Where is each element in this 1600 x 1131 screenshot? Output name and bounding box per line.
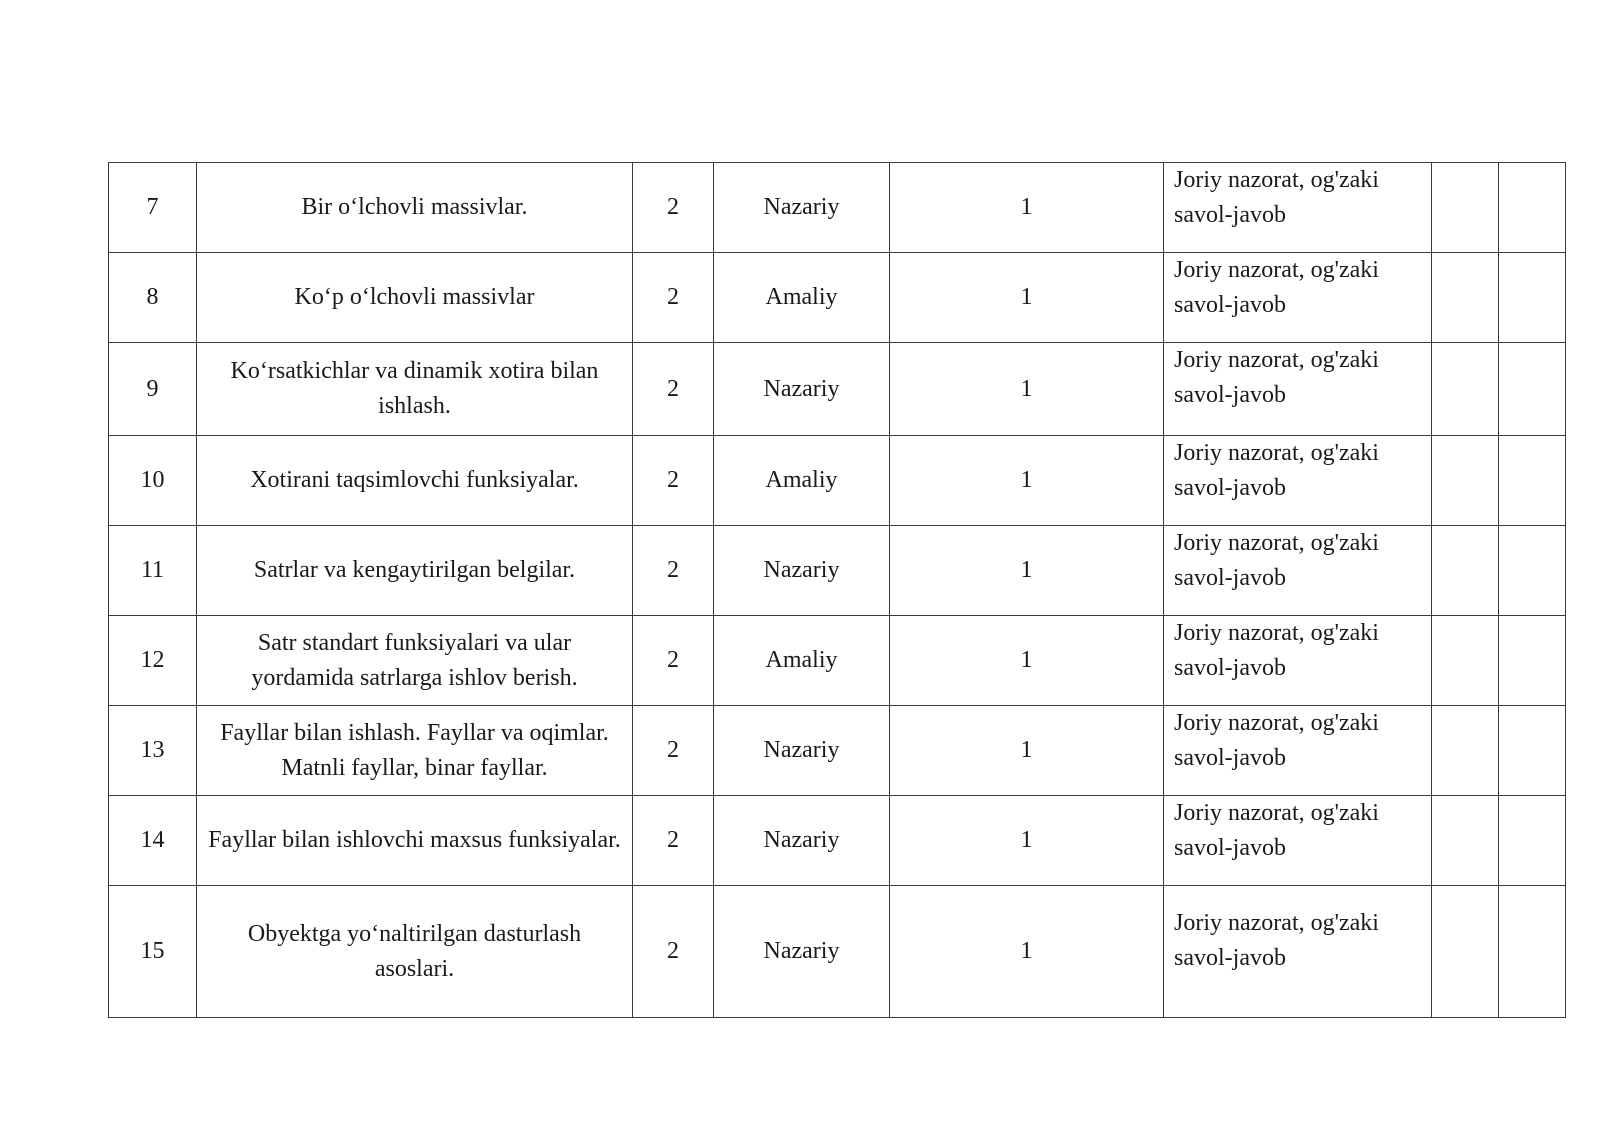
topic-cell: Xotirani taqsimlovchi funksiyalar.: [197, 436, 633, 526]
empty-cell: [1499, 436, 1566, 526]
hours-cell: 2: [633, 436, 714, 526]
topic-cell: Ko‘p o‘lchovli massivlar: [197, 253, 633, 343]
empty-cell: [1432, 616, 1499, 706]
lesson-type-cell: Nazariy: [714, 163, 890, 253]
hours-cell: 2: [633, 163, 714, 253]
empty-cell: [1499, 163, 1566, 253]
empty-cell: [1499, 253, 1566, 343]
assessment-cell: Joriy nazorat, og'zaki savol-javob: [1164, 886, 1432, 1018]
topic-cell: Bir o‘lchovli massivlar.: [197, 163, 633, 253]
count-cell: 1: [890, 436, 1164, 526]
hours-cell: 2: [633, 253, 714, 343]
table-row: [109, 343, 1566, 436]
count-cell: 1: [890, 886, 1164, 1018]
empty-cell: [1432, 706, 1499, 796]
empty-cell: [1432, 163, 1499, 253]
table-row: [109, 526, 1566, 616]
row-number-cell: 9: [109, 343, 197, 436]
count-cell: 1: [890, 796, 1164, 886]
lesson-type-cell: Amaliy: [714, 253, 890, 343]
lesson-type-cell: Amaliy: [714, 436, 890, 526]
empty-cell: [1432, 796, 1499, 886]
row-number-cell: 8: [109, 253, 197, 343]
empty-cell: [1499, 886, 1566, 1018]
table-row: [109, 436, 1566, 526]
topic-cell: Ko‘rsatkichlar va dinamik xotira bilan ishlash.: [197, 343, 633, 436]
row-number-cell: 14: [109, 796, 197, 886]
hours-cell: 2: [633, 886, 714, 1018]
empty-cell: [1499, 343, 1566, 436]
hours-cell: 2: [633, 706, 714, 796]
table-row: [109, 706, 1566, 796]
row-number-cell: 13: [109, 706, 197, 796]
table-row: [109, 616, 1566, 706]
lesson-type-cell: Nazariy: [714, 343, 890, 436]
empty-cell: [1499, 706, 1566, 796]
empty-cell: [1432, 436, 1499, 526]
lesson-plan-table: [108, 162, 1566, 1018]
row-number-cell: 15: [109, 886, 197, 1018]
topic-cell: Satrlar va kengaytirilgan belgilar.: [197, 526, 633, 616]
assessment-cell: Joriy nazorat, og'zaki savol-javob: [1164, 343, 1432, 436]
lesson-type-cell: Nazariy: [714, 886, 890, 1018]
lesson-type-cell: Nazariy: [714, 796, 890, 886]
table-row: [109, 886, 1566, 1018]
lesson-type-cell: Amaliy: [714, 616, 890, 706]
assessment-cell: Joriy nazorat, og'zaki savol-javob: [1164, 163, 1432, 253]
assessment-cell: Joriy nazorat, og'zaki savol-javob: [1164, 526, 1432, 616]
topic-cell: Obyektga yo‘naltirilgan dasturlash asoslari.: [197, 886, 633, 1018]
lesson-type-cell: Nazariy: [714, 526, 890, 616]
empty-cell: [1432, 253, 1499, 343]
empty-cell: [1432, 343, 1499, 436]
count-cell: 1: [890, 616, 1164, 706]
empty-cell: [1499, 526, 1566, 616]
table-row: [109, 253, 1566, 343]
count-cell: 1: [890, 163, 1164, 253]
empty-cell: [1432, 886, 1499, 1018]
count-cell: 1: [890, 343, 1164, 436]
lesson-type-cell: Nazariy: [714, 706, 890, 796]
empty-cell: [1499, 796, 1566, 886]
count-cell: 1: [890, 526, 1164, 616]
row-number-cell: 11: [109, 526, 197, 616]
table-row: [109, 796, 1566, 886]
row-number-cell: 12: [109, 616, 197, 706]
assessment-cell: Joriy nazorat, og'zaki savol-javob: [1164, 253, 1432, 343]
assessment-cell: Joriy nazorat, og'zaki savol-javob: [1164, 706, 1432, 796]
assessment-cell: Joriy nazorat, og'zaki savol-javob: [1164, 616, 1432, 706]
empty-cell: [1499, 616, 1566, 706]
topic-cell: Fayllar bilan ishlovchi maxsus funksiyalar.: [197, 796, 633, 886]
topic-cell: Fayllar bilan ishlash. Fayllar va oqimlar. Matnli fayllar, binar fayllar.: [197, 706, 633, 796]
count-cell: 1: [890, 706, 1164, 796]
row-number-cell: 7: [109, 163, 197, 253]
assessment-cell: Joriy nazorat, og'zaki savol-javob: [1164, 436, 1432, 526]
count-cell: 1: [890, 253, 1164, 343]
hours-cell: 2: [633, 343, 714, 436]
table-row: [109, 163, 1566, 253]
hours-cell: 2: [633, 616, 714, 706]
hours-cell: 2: [633, 526, 714, 616]
hours-cell: 2: [633, 796, 714, 886]
empty-cell: [1432, 526, 1499, 616]
row-number-cell: 10: [109, 436, 197, 526]
topic-cell: Satr standart funksiyalari va ular yordamida satrlarga ishlov berish.: [197, 616, 633, 706]
assessment-cell: Joriy nazorat, og'zaki savol-javob: [1164, 796, 1432, 886]
